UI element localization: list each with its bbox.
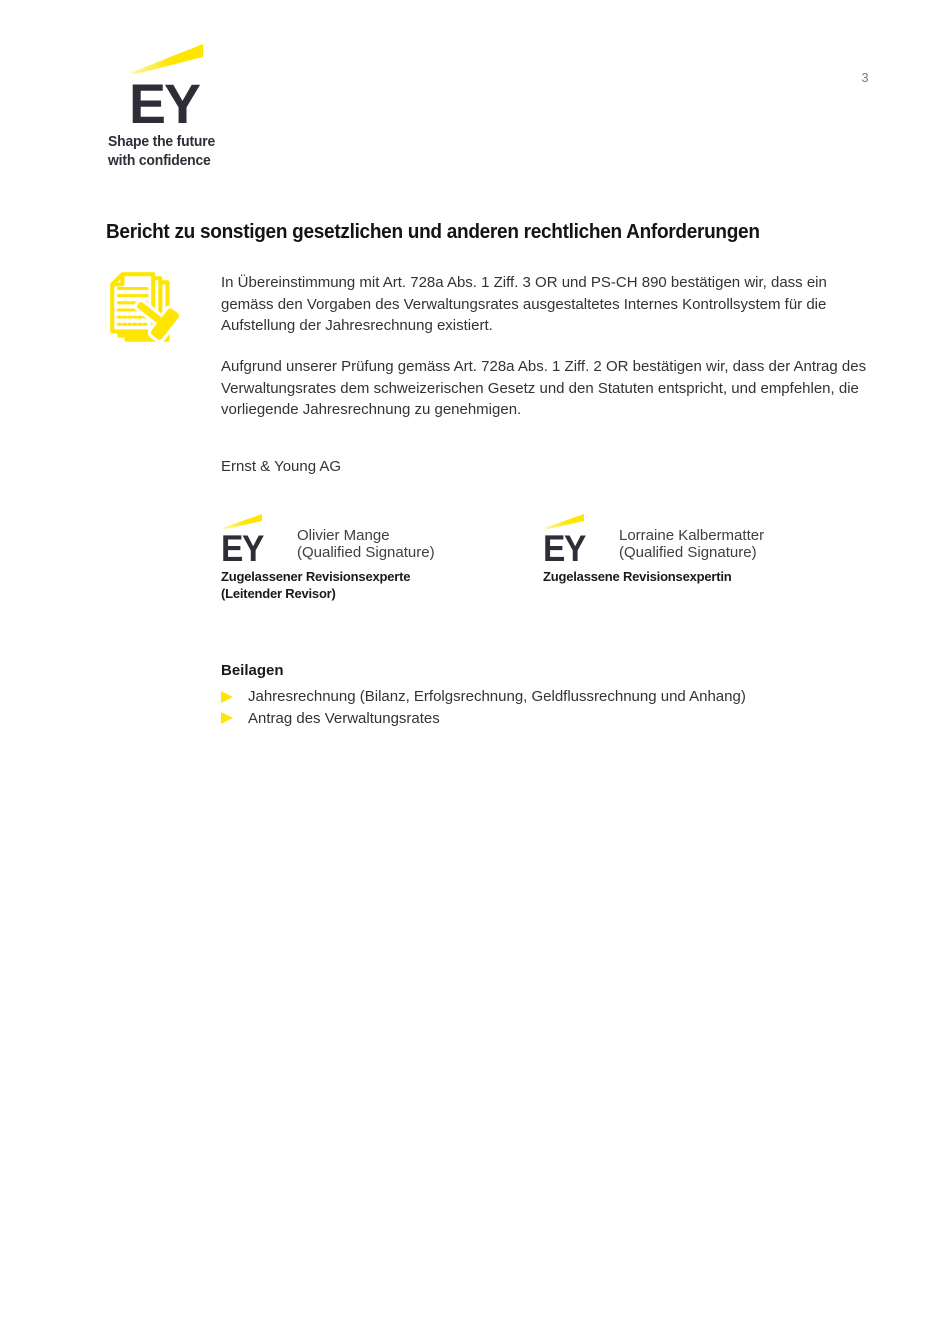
signer-credential: Zugelassener Revisionsexperte (221, 569, 411, 584)
signer-role: (Leitender Revisor) (221, 586, 336, 601)
triangle-bullet-icon (221, 691, 233, 703)
signer-identity (619, 527, 764, 561)
page-number: 3 (861, 70, 869, 85)
svg-text:EY: EY (129, 72, 201, 126)
signer-identity (297, 527, 435, 561)
attachments-section (221, 662, 881, 729)
attachment-label: Antrag des Verwaltungsrates (248, 709, 440, 727)
tagline-line1: Shape the future (108, 133, 216, 150)
svg-text:EY: EY (543, 528, 587, 563)
body-paragraph-2: Aufgrund unserer Prüfung gemäss Art. 728a Abs. 1 Ziff. 2 OR bestätigen wir, dass der Antrag des Verwaltungsrates dem schweizerischen Gesetz und den Statuten entspricht, und empfehlen, die vorliegende Jahresrechnung zu genehmigen. (221, 358, 867, 418)
signature-block-1 (221, 512, 531, 607)
signature-type: (Qualified Signature) (619, 544, 757, 561)
ey-signature-logo-icon (543, 512, 587, 563)
list-item (221, 686, 881, 708)
list-item (221, 708, 881, 730)
attachments-title: Beilagen (221, 662, 284, 679)
signature-type: (Qualified Signature) (297, 544, 435, 561)
ey-tagline (108, 132, 215, 170)
signature-block-2 (543, 512, 853, 607)
body-paragraph-1: In Übereinstimmung mit Art. 728a Abs. 1 Ziff. 3 OR und PS-CH 890 bestätigen wir, dass ein gemäss den Vorgaben des Verwaltungsrates ausgestaltetes Internes Kontrollsystem für die Aufstellung der Jahresrechnung existiert. (221, 274, 827, 334)
ey-signature-logo-icon (221, 512, 265, 563)
ey-logo-icon (124, 42, 208, 126)
svg-text:EY: EY (221, 528, 265, 563)
attachment-label: Jahresrechnung (Bilanz, Erfolgsrechnung, Geldflussrechnung und Anhang) (248, 688, 746, 706)
page-title: Bericht zu sonstigen gesetzlichen und anderen rechtlichen Anforderungen (106, 221, 760, 243)
signer-credential: Zugelassene Revisionsexpertin (543, 569, 732, 584)
tagline-line2: with confidence (108, 152, 211, 169)
triangle-bullet-icon (221, 712, 233, 724)
company-name: Ernst & Young AG (221, 458, 342, 475)
signer-name: Olivier Mange (297, 527, 390, 544)
documents-gavel-icon (102, 268, 188, 354)
signer-name: Lorraine Kalbermatter (619, 527, 765, 544)
